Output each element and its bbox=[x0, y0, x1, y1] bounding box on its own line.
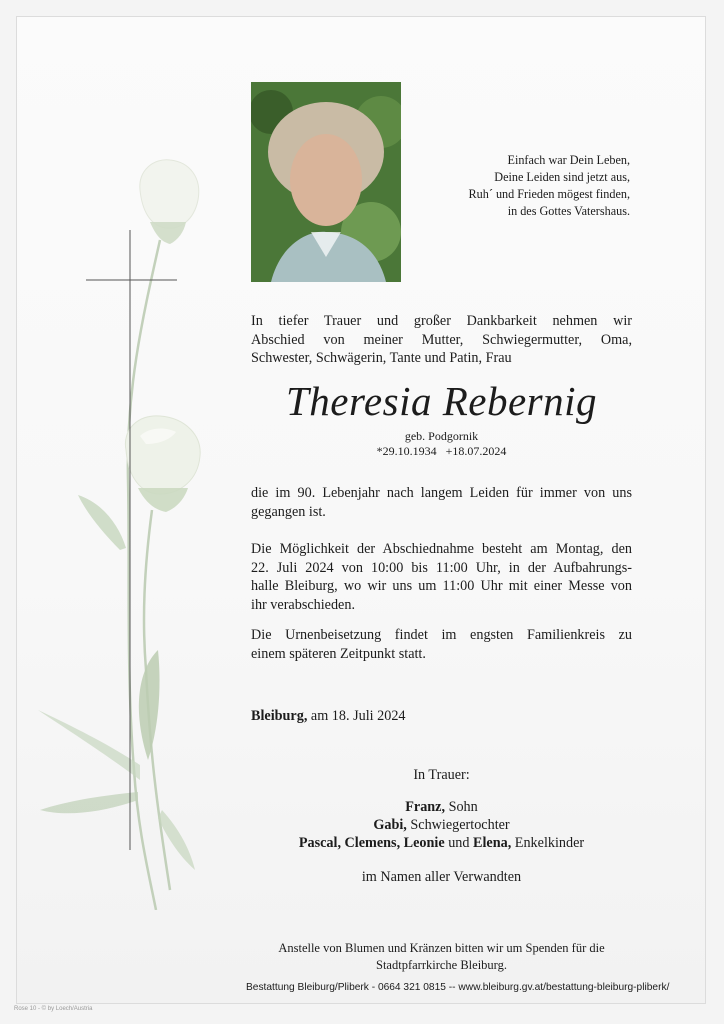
donation-line: Stadtpfarrkirche Bleiburg. bbox=[376, 958, 507, 972]
date: am 18. Juli 2024 bbox=[310, 708, 406, 724]
mourners-list bbox=[251, 798, 632, 852]
farewell-paragraph bbox=[251, 540, 632, 614]
copyright-note: Rose 10 - © by Loech/Austria bbox=[14, 1006, 93, 1012]
birth-name: geb. Podgornik bbox=[404, 429, 479, 443]
mourners-heading: In Trauer: bbox=[413, 767, 470, 783]
paragraph-line: Die Möglichkeit der Abschiednahme besteht am Montag, den bbox=[251, 541, 632, 557]
place-date bbox=[251, 708, 406, 725]
intro-line: Schwester, Schwägerin, Tante und Patin, Frau bbox=[251, 350, 512, 366]
memorial-verse bbox=[420, 152, 630, 220]
mourner-role: Enkelkinder bbox=[514, 835, 585, 851]
mourner-line bbox=[251, 798, 632, 816]
mourner-name: Franz, bbox=[405, 799, 446, 815]
paragraph-line: 22. Juli 2024 von 10:00 bis 11:00 Uhr, in der Aufbahrungs- bbox=[251, 559, 632, 576]
verse-line: in des Gottes Vatershaus. bbox=[507, 204, 630, 218]
funeral-home-footer: Bestattung Bleiburg/Pliberk - 0664 321 0815 -- www.bleiburg.gv.at/bestattung-bleiburg-pliberk/ bbox=[246, 982, 670, 993]
death-paragraph bbox=[251, 484, 632, 521]
deceased-name: Theresia Rebernig bbox=[285, 378, 597, 424]
paragraph-line: halle Bleiburg, wo wir uns um 11:00 Uhr mit einer Messe von bbox=[251, 578, 632, 594]
rose-cross-decoration bbox=[30, 150, 230, 910]
portrait-photo bbox=[251, 82, 401, 282]
life-dates bbox=[251, 444, 632, 459]
mourner-name: Elena, bbox=[473, 835, 512, 851]
intro-line: Abschied von meiner Mutter, Schwiegermutter, Oma, bbox=[251, 331, 632, 348]
birth-date: *29.10.1934 bbox=[376, 444, 437, 458]
mourner-name: Gabi, bbox=[373, 817, 407, 833]
closing-line: im Namen aller Verwandten bbox=[361, 869, 522, 885]
mourner-role: Schwiegertochter bbox=[410, 817, 510, 833]
paragraph-line: einem späteren Zeitpunkt statt. bbox=[251, 645, 426, 662]
mourner-names: Pascal, Clemens, Leonie bbox=[298, 835, 445, 851]
donation-note bbox=[251, 940, 632, 974]
mourner-role: Sohn bbox=[448, 799, 478, 815]
intro-line: In tiefer Trauer und großer Dankbarkeit nehmen wir bbox=[251, 313, 632, 329]
verse-line: Ruh´ und Frieden mögest finden, bbox=[468, 187, 630, 201]
verse-line: Einfach war Dein Leben, bbox=[507, 153, 630, 167]
urn-paragraph bbox=[251, 626, 632, 663]
verse-line: Deine Leiden sind jetzt aus, bbox=[494, 170, 630, 184]
mourner-line bbox=[251, 816, 632, 834]
death-date: +18.07.2024 bbox=[445, 444, 507, 458]
paragraph-line: die im 90. Lebenjahr nach langem Leiden für immer von uns bbox=[251, 485, 632, 501]
place: Bleiburg, bbox=[251, 708, 308, 724]
donation-line: Anstelle von Blumen und Kränzen bitten wir um Spenden für die bbox=[278, 941, 605, 955]
mourner-conjunction: und bbox=[448, 835, 470, 851]
mourner-line bbox=[251, 834, 632, 852]
intro-text bbox=[251, 312, 632, 368]
paragraph-line: gegangen ist. bbox=[251, 503, 326, 520]
paragraph-line: Die Urnenbeisetzung findet im engsten Familienkreis zu bbox=[251, 627, 632, 643]
paragraph-line: ihr verabschieden. bbox=[251, 596, 355, 613]
